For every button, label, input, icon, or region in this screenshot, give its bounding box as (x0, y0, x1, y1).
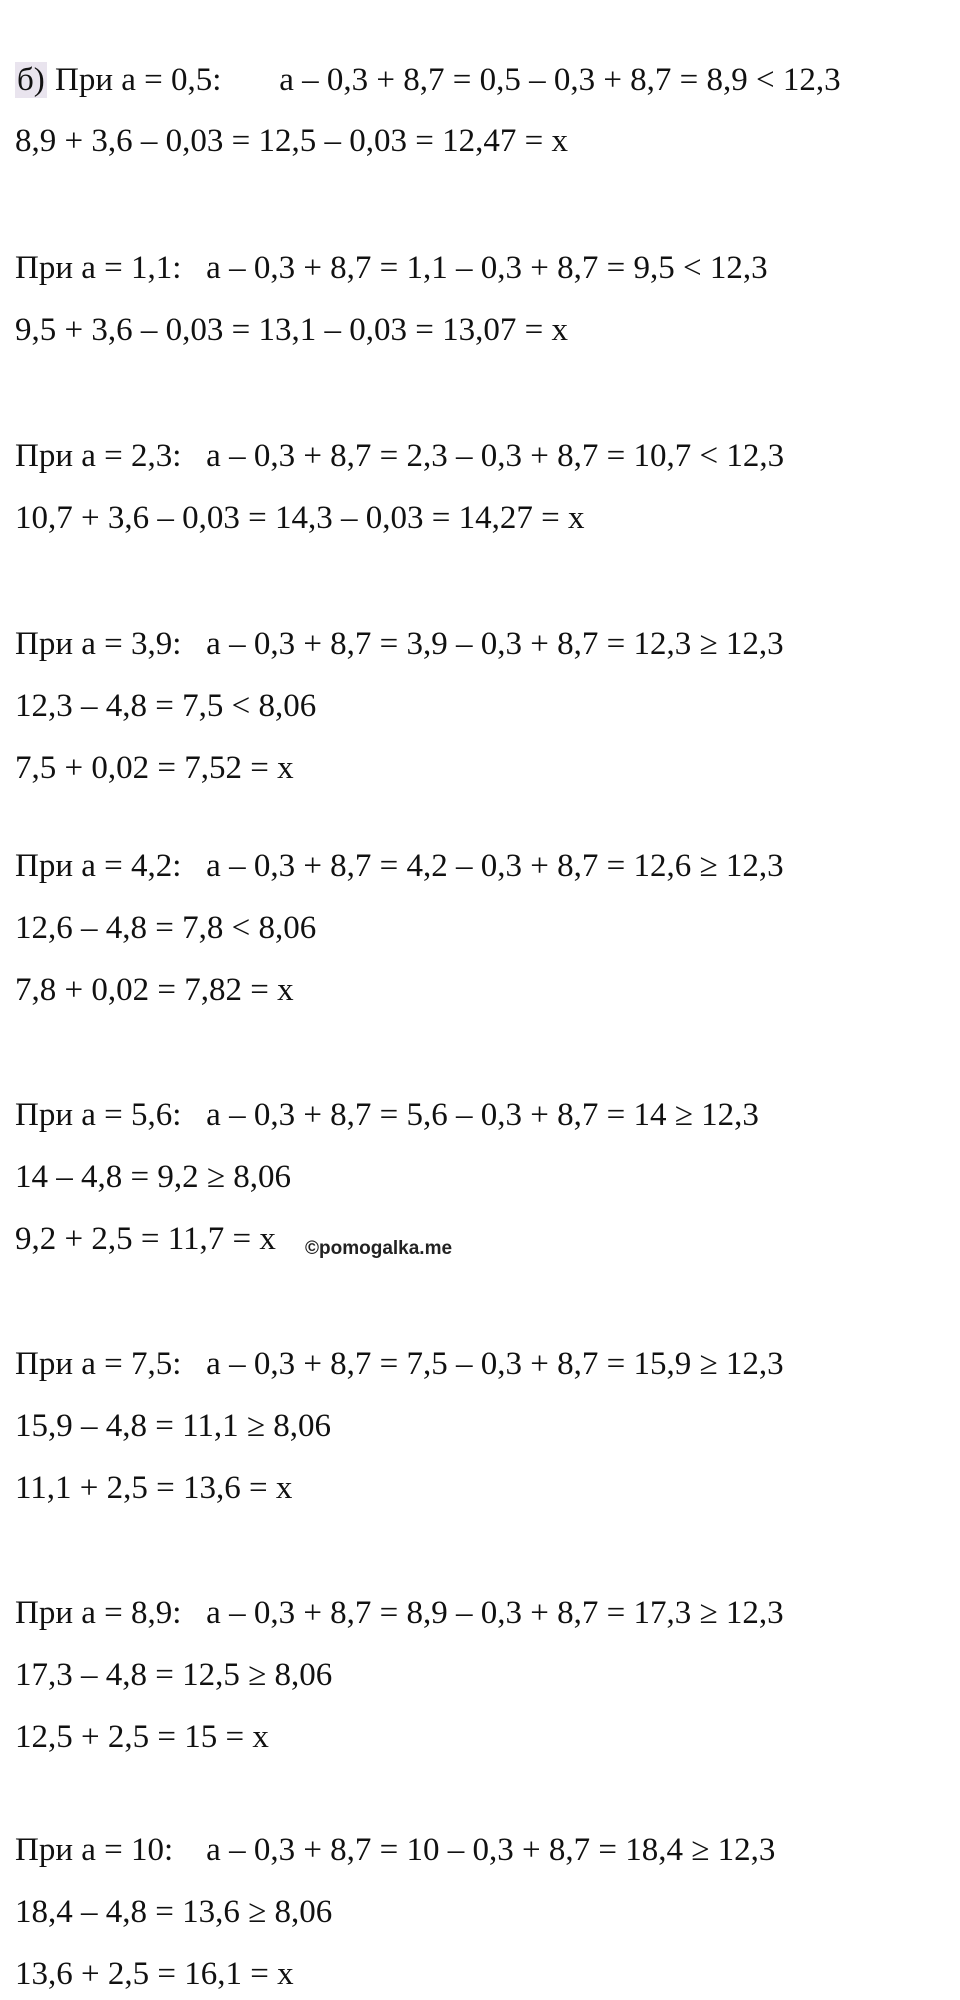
block-3-line-1: При a = 2,3: a – 0,3 + 8,7 = 2,3 – 0,3 + 8,7 = 10,7 < 12,3 (15, 438, 785, 474)
block-8-line-3: 12,5 + 2,5 = 15 = x (15, 1719, 269, 1755)
block-5-line-2: 12,6 – 4,8 = 7,8 < 8,06 (15, 910, 317, 946)
block-5-line-1: При a = 4,2: a – 0,3 + 8,7 = 4,2 – 0,3 + 8,7 = 12,6 ≥ 12,3 (15, 848, 784, 884)
block-1-line-1 (15, 60, 841, 100)
block-7-line-3: 11,1 + 2,5 = 13,6 = x (15, 1470, 293, 1506)
block-9-line-2: 18,4 – 4,8 = 13,6 ≥ 8,06 (15, 1894, 333, 1930)
block-8-line-1: При a = 8,9: a – 0,3 + 8,7 = 8,9 – 0,3 + 8,7 = 17,3 ≥ 12,3 (15, 1595, 784, 1631)
block-6-line-3: 9,2 + 2,5 = 11,7 = x (15, 1221, 276, 1257)
part-marker: б) (17, 62, 45, 98)
block-4-line-1: При a = 3,9: a – 0,3 + 8,7 = 3,9 – 0,3 + 8,7 = 12,3 ≥ 12,3 (15, 626, 784, 662)
block-9-line-1: При a = 10: a – 0,3 + 8,7 = 10 – 0,3 + 8,7 = 18,4 ≥ 12,3 (15, 1832, 776, 1868)
block-9-line-3: 13,6 + 2,5 = 16,1 = x (15, 1956, 294, 1992)
block-3-line-2: 10,7 + 3,6 – 0,03 = 14,3 – 0,03 = 14,27 = x (15, 500, 585, 536)
block-6-line-1: При a = 5,6: a – 0,3 + 8,7 = 5,6 – 0,3 + 8,7 = 14 ≥ 12,3 (15, 1097, 759, 1133)
block-4-line-2: 12,3 – 4,8 = 7,5 < 8,06 (15, 688, 317, 724)
block-5-line-3: 7,8 + 0,02 = 7,82 = x (15, 972, 294, 1008)
block-1-line-2: 8,9 + 3,6 – 0,03 = 12,5 – 0,03 = 12,47 = x (15, 123, 568, 159)
block-6-line-2: 14 – 4,8 = 9,2 ≥ 8,06 (15, 1159, 291, 1195)
block-8-line-2: 17,3 – 4,8 = 12,5 ≥ 8,06 (15, 1657, 333, 1693)
block-2-line-2: 9,5 + 3,6 – 0,03 = 13,1 – 0,03 = 13,07 = x (15, 312, 568, 348)
watermark-text: ©pomogalka.me (305, 1238, 453, 1259)
block-1-line-1-text: При a = 0,5: a – 0,3 + 8,7 = 0,5 – 0,3 + 8,7 = 8,9 < 12,3 (55, 62, 841, 98)
block-7-line-1: При a = 7,5: a – 0,3 + 8,7 = 7,5 – 0,3 + 8,7 = 15,9 ≥ 12,3 (15, 1346, 784, 1382)
block-7-line-2: 15,9 – 4,8 = 11,1 ≥ 8,06 (15, 1408, 331, 1444)
block-2-line-1: При a = 1,1: a – 0,3 + 8,7 = 1,1 – 0,3 + 8,7 = 9,5 < 12,3 (15, 250, 768, 286)
block-4-line-3: 7,5 + 0,02 = 7,52 = x (15, 750, 294, 786)
